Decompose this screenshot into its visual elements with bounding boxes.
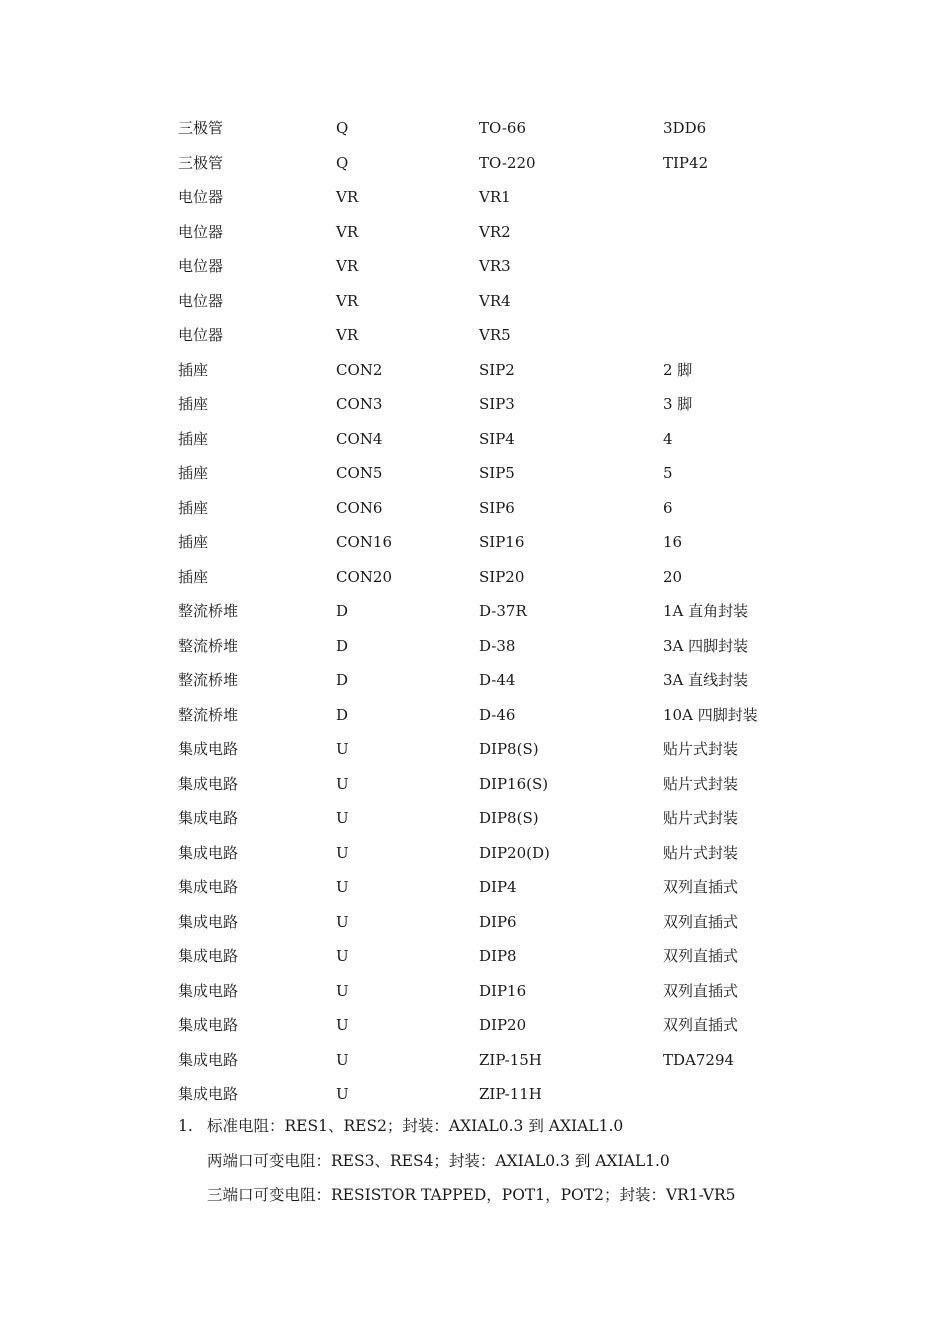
component-name-cell: 集成电路	[178, 947, 239, 965]
remark-cell: 5	[663, 464, 673, 482]
component-name-cell: 电位器	[178, 326, 224, 344]
footprint-cell: SIP4	[479, 429, 515, 448]
designator-cell: Q	[336, 153, 349, 172]
footprint-cell: SIP3	[479, 395, 515, 413]
table-row	[178, 560, 818, 595]
designator-cell: VR	[336, 222, 359, 241]
footprint-cell: D-38	[479, 636, 516, 655]
remark-cell: 10A 四脚封装	[663, 705, 758, 724]
table-row	[178, 284, 818, 319]
table-row	[178, 732, 818, 767]
component-name-cell: 电位器	[178, 257, 224, 275]
remark-cell: 双列直插式	[663, 878, 739, 896]
designator-cell: VR	[336, 326, 359, 344]
designator-cell: D	[336, 705, 349, 724]
footprint-cell: VR2	[479, 222, 511, 241]
footprint-cell: SIP2	[479, 360, 515, 379]
designator-cell: VR	[336, 188, 359, 206]
footprint-cell: DIP8(S)	[479, 809, 539, 827]
designator-cell: U	[336, 843, 349, 862]
remark-cell: TIP42	[663, 153, 709, 172]
component-name-cell: 插座	[178, 567, 209, 586]
footprint-cell: DIP6	[479, 912, 517, 931]
footprint-cell: SIP6	[479, 498, 515, 517]
designator-cell: U	[336, 1085, 349, 1103]
designator-cell: CON5	[336, 464, 383, 482]
remark-cell: 3A 直线封装	[663, 671, 749, 689]
table-row	[178, 801, 818, 836]
component-name-cell: 电位器	[178, 222, 224, 241]
designator-cell: CON2	[336, 360, 383, 379]
remark-cell: 双列直插式	[663, 1016, 739, 1034]
designator-cell: U	[336, 774, 349, 793]
designator-cell: U	[336, 947, 349, 965]
footprint-cell: ZIP-15H	[479, 1050, 542, 1069]
footprint-cell: TO-220	[479, 153, 536, 172]
table-row	[178, 387, 818, 422]
component-table	[178, 111, 818, 1112]
remark-cell: 贴片式封装	[663, 843, 739, 862]
table-row	[178, 422, 818, 457]
table-row	[178, 1008, 818, 1043]
footprint-cell: DIP8	[479, 947, 517, 965]
remark-cell: 20	[663, 567, 683, 586]
component-name-cell: 电位器	[178, 188, 224, 206]
footprint-cell: VR3	[479, 257, 511, 275]
notes-section	[178, 1109, 878, 1213]
component-name-cell: 整流桥堆	[178, 671, 239, 689]
component-name-cell: 集成电路	[178, 981, 239, 1000]
table-row	[178, 905, 818, 940]
designator-cell: VR	[336, 291, 359, 310]
designator-cell: D	[336, 636, 349, 655]
table-row	[178, 180, 818, 215]
table-row	[178, 629, 818, 664]
table-row	[178, 1043, 818, 1078]
remark-cell: 2 脚	[663, 360, 693, 379]
table-row	[178, 974, 818, 1009]
component-name-cell: 电位器	[178, 291, 224, 310]
component-name-cell: 集成电路	[178, 843, 239, 862]
remark-cell: TDA7294	[663, 1050, 735, 1069]
component-name-cell: 集成电路	[178, 1050, 239, 1069]
component-name-cell: 集成电路	[178, 912, 239, 931]
footprint-cell: D-37R	[479, 602, 527, 620]
designator-cell: CON16	[336, 533, 392, 551]
footprint-cell: DIP16(S)	[479, 774, 549, 793]
note-line-2: 两端口可变电阻：RES3、RES4；封装：AXIAL0.3 到 AXIAL1.0	[207, 1151, 670, 1170]
component-name-cell: 插座	[178, 533, 209, 551]
footprint-cell: VR4	[479, 291, 511, 310]
component-name-cell: 整流桥堆	[178, 636, 239, 655]
table-row	[178, 836, 818, 871]
designator-cell: CON20	[336, 567, 392, 586]
table-row	[178, 456, 818, 491]
remark-cell: 3DD6	[663, 119, 707, 137]
table-row	[178, 525, 818, 560]
designator-cell: U	[336, 740, 349, 758]
remark-cell: 贴片式封装	[663, 774, 739, 793]
table-row	[178, 491, 818, 526]
note-line-3: 三端口可变电阻：RESISTOR TAPPED，POT1，POT2；封装：VR1-VR5	[207, 1186, 736, 1204]
remark-cell: 贴片式封装	[663, 809, 739, 827]
component-name-cell: 集成电路	[178, 809, 239, 827]
designator-cell: U	[336, 878, 349, 896]
designator-cell: U	[336, 1050, 349, 1069]
note-number: 1.	[178, 1117, 193, 1135]
component-name-cell: 集成电路	[178, 1085, 239, 1103]
designator-cell: CON6	[336, 498, 383, 517]
remark-cell: 双列直插式	[663, 912, 739, 931]
table-row	[178, 249, 818, 284]
remark-cell: 贴片式封装	[663, 740, 739, 758]
designator-cell: D	[336, 602, 349, 620]
table-row	[178, 698, 818, 733]
component-name-cell: 三极管	[178, 119, 224, 137]
table-row	[178, 111, 818, 146]
component-name-cell: 插座	[178, 429, 209, 448]
table-row	[178, 1077, 818, 1112]
designator-cell: VR	[336, 257, 359, 275]
component-name-cell: 集成电路	[178, 740, 239, 758]
designator-cell: U	[336, 912, 349, 931]
footprint-cell: D-44	[479, 671, 516, 689]
footprint-cell: ZIP-11H	[479, 1085, 542, 1103]
footprint-cell: TO-66	[479, 119, 527, 137]
remark-cell: 4	[663, 429, 673, 448]
component-name-cell: 三极管	[178, 153, 224, 172]
component-name-cell: 整流桥堆	[178, 602, 239, 620]
note-text-standard-resistor: 标准电阻：RES1、RES2；封装：AXIAL0.3 到 AXIAL1.0	[207, 1117, 624, 1135]
footprint-cell: SIP16	[479, 533, 525, 551]
note-line-1	[178, 1109, 878, 1144]
table-row	[178, 767, 818, 802]
component-name-cell: 插座	[178, 395, 209, 413]
footprint-cell: DIP16	[479, 981, 527, 1000]
footprint-cell: DIP20(D)	[479, 843, 550, 862]
table-row	[178, 146, 818, 181]
component-name-cell: 插座	[178, 498, 209, 517]
footprint-cell: DIP20	[479, 1016, 527, 1034]
table-row	[178, 594, 818, 629]
remark-cell: 16	[663, 533, 683, 551]
footprint-cell: VR5	[479, 326, 511, 344]
footprint-cell: DIP4	[479, 878, 517, 896]
component-name-cell: 插座	[178, 360, 209, 379]
table-row	[178, 939, 818, 974]
remark-cell: 3 脚	[663, 395, 693, 413]
footprint-cell: VR1	[479, 188, 511, 206]
remark-cell: 3A 四脚封装	[663, 636, 749, 655]
component-name-cell: 集成电路	[178, 1016, 239, 1034]
footprint-cell: DIP8(S)	[479, 740, 539, 758]
table-row	[178, 215, 818, 250]
footprint-cell: D-46	[479, 705, 516, 724]
component-name-cell: 集成电路	[178, 878, 239, 896]
remark-cell: 双列直插式	[663, 981, 739, 1000]
designator-cell: CON3	[336, 395, 383, 413]
table-row	[178, 353, 818, 388]
designator-cell: CON4	[336, 429, 383, 448]
component-name-cell: 插座	[178, 464, 209, 482]
remark-cell: 6	[663, 498, 673, 517]
component-name-cell: 集成电路	[178, 774, 239, 793]
footprint-cell: SIP5	[479, 464, 515, 482]
designator-cell: U	[336, 809, 349, 827]
table-row	[178, 318, 818, 353]
designator-cell: D	[336, 671, 349, 689]
designator-cell: U	[336, 981, 349, 1000]
component-name-cell: 整流桥堆	[178, 705, 239, 724]
table-row	[178, 870, 818, 905]
table-row	[178, 663, 818, 698]
footprint-cell: SIP20	[479, 567, 525, 586]
remark-cell: 双列直插式	[663, 947, 739, 965]
designator-cell: U	[336, 1016, 349, 1034]
designator-cell: Q	[336, 119, 349, 137]
remark-cell: 1A 直角封装	[663, 602, 749, 620]
